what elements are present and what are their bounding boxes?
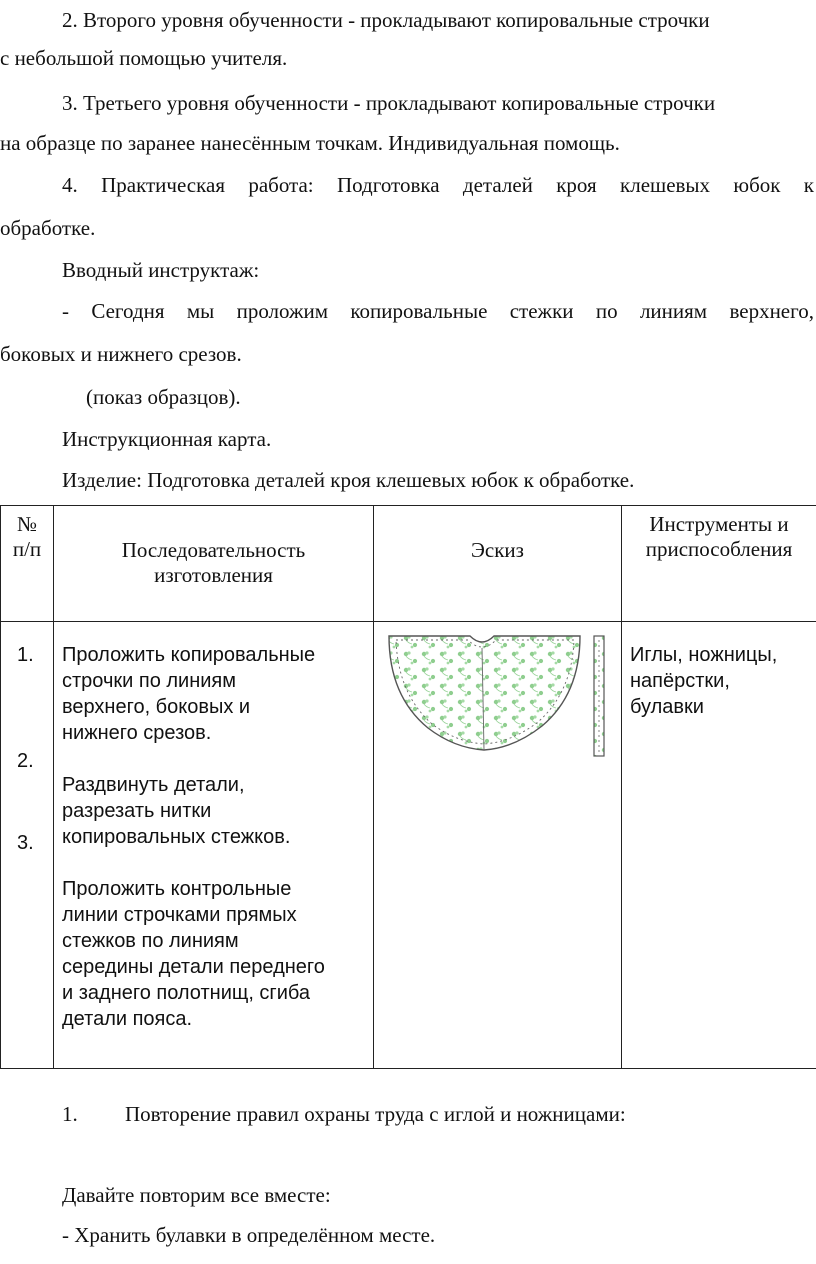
word: юбок xyxy=(733,173,781,197)
step-number: 1. xyxy=(17,644,34,666)
numbers-cell xyxy=(1,622,54,1069)
line-6: обработке. xyxy=(0,216,96,240)
header-sequence xyxy=(54,506,374,622)
step-line: нижнего срезов. xyxy=(62,722,212,744)
word: копировальные xyxy=(350,299,488,323)
table-header-row xyxy=(1,506,816,622)
header-tools-line1: Инструменты и xyxy=(649,512,789,536)
word: линиям xyxy=(639,299,708,323)
header-number xyxy=(1,506,54,622)
step-line: и заднего полотнищ, сгиба xyxy=(62,982,311,1004)
line-repeat-together: Давайте повторим все вместе: xyxy=(62,1183,331,1207)
word: работа: xyxy=(248,173,314,197)
word: по xyxy=(595,299,618,323)
word: 4. xyxy=(62,173,78,197)
step-line: Проложить контрольные xyxy=(62,878,292,900)
step-line: стежков по линиям xyxy=(62,930,239,952)
tools-line: Иглы, ножницы, xyxy=(630,644,778,666)
header-sequence-line2: изготовления xyxy=(154,563,273,587)
word: верхнего, xyxy=(729,299,814,323)
line-8 xyxy=(62,298,814,324)
header-tools-line2: приспособления xyxy=(645,537,793,561)
sketch-cell xyxy=(374,622,622,1069)
line-1: 2. Второго уровня обученности - прокладывают копировальные строчки xyxy=(62,8,710,32)
word: стежки xyxy=(509,299,574,323)
line-store-pins: - Хранить булавки в определённом месте. xyxy=(62,1223,436,1247)
step-line: середины детали переднего xyxy=(62,956,325,978)
header-number-sign: № xyxy=(16,512,38,536)
word: Практическая xyxy=(101,173,225,197)
step-2-text xyxy=(62,772,373,850)
word: мы xyxy=(186,299,215,323)
step-number: 3. xyxy=(17,832,34,854)
step-line: детали пояса. xyxy=(62,1008,193,1030)
line-12: Изделие: Подготовка деталей кроя клешевых юбок к обработке. xyxy=(62,468,635,492)
word: деталей xyxy=(462,173,533,197)
header-tools xyxy=(622,506,816,622)
step-line: строчки по линиям xyxy=(62,670,237,692)
list-item-number: 1. xyxy=(62,1102,78,1126)
tools-line: булавки xyxy=(630,696,704,718)
line-4: на образце по заранее нанесённым точкам. Индивидуальная помощь. xyxy=(0,131,620,155)
step-line: Проложить копировальные xyxy=(62,644,316,666)
word: Сегодня xyxy=(91,299,165,323)
table-row xyxy=(1,622,816,1069)
word: Подготовка xyxy=(336,173,440,197)
line-5 xyxy=(62,172,814,198)
word: - xyxy=(62,299,69,323)
word: клешевых xyxy=(620,173,711,197)
line-7: Вводный инструктаж: xyxy=(62,258,260,282)
step-3-text xyxy=(62,876,373,1032)
step-line: разрезать нитки xyxy=(62,800,212,822)
line-10: (показ образцов). xyxy=(86,385,241,409)
skirt-piece-outline xyxy=(389,636,580,750)
skirt-pattern-sketch xyxy=(384,634,614,764)
step-line: линии строчками прямых xyxy=(62,904,297,926)
list-item-text: Повторение правил охраны труда с иглой и ножницами: xyxy=(125,1102,626,1126)
instruction-card-table xyxy=(0,505,816,1069)
step-line: верхнего, боковых и xyxy=(62,696,251,718)
header-sketch xyxy=(374,506,622,622)
header-number-pp: п/п xyxy=(12,537,42,561)
sequence-cell xyxy=(54,622,374,1069)
step-line: копировальных стежков. xyxy=(62,826,291,848)
tools-cell xyxy=(622,622,816,1069)
line-3: 3. Третьего уровня обученности - прокладывают копировальные строчки xyxy=(62,91,716,115)
word: кроя xyxy=(556,173,597,197)
step-1-text xyxy=(62,642,373,746)
word: проложим xyxy=(236,299,329,323)
step-number: 2. xyxy=(17,750,34,772)
header-sequence-line1: Последовательность xyxy=(121,538,306,562)
line-9: боковых и нижнего срезов. xyxy=(0,342,242,366)
line-2: с небольшой помощью учителя. xyxy=(0,46,288,70)
tools-line: напёрстки, xyxy=(630,670,730,692)
word: к xyxy=(803,173,814,197)
header-sketch-label: Эскиз xyxy=(471,538,524,562)
step-line: Раздвинуть детали, xyxy=(62,774,245,796)
line-11: Инструкционная карта. xyxy=(62,427,272,451)
